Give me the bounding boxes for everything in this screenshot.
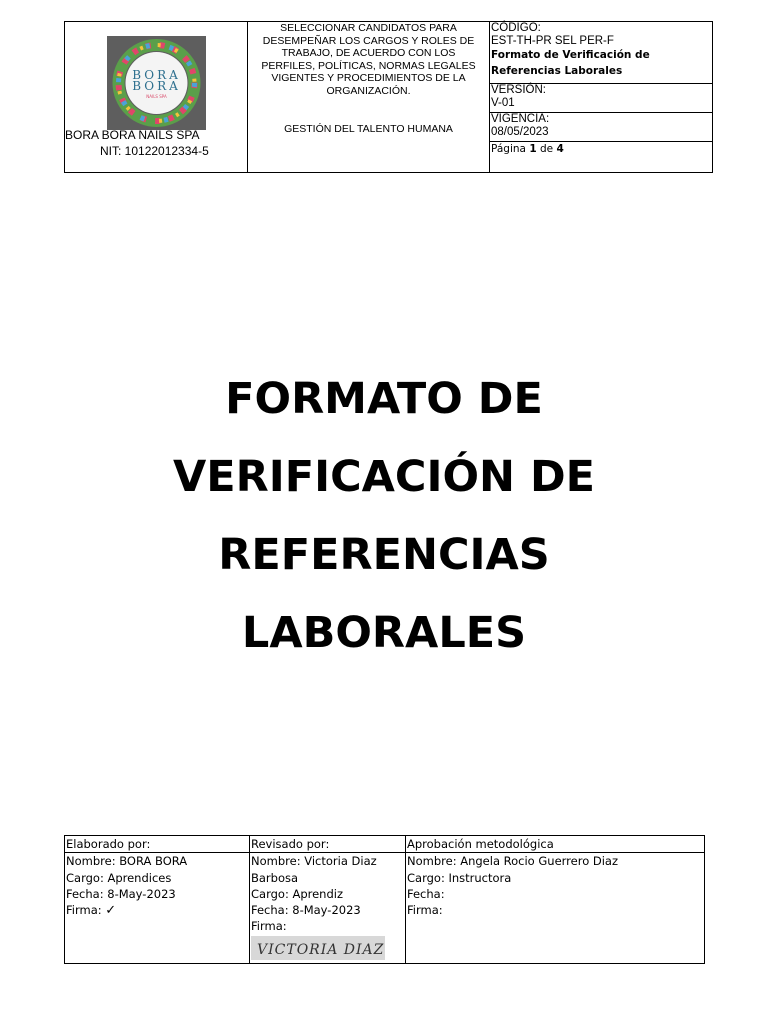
page-total: 4 [556,143,564,155]
code-description: Formato de Verificación de Referencias Laborales [491,49,650,77]
revisado-firma-label: Firma: [251,919,287,934]
revisado-cargo: Cargo: Aprendiz [251,886,344,901]
page-of: de [539,143,554,155]
header-elaborado: Elaborado por: [65,836,250,853]
title-line: FORMATO DE [225,374,543,424]
signature-image [251,936,385,960]
vigencia-value: 08/05/2023 [491,126,549,138]
revisado-cell [250,853,406,964]
revisado-fecha: Fecha: 8-May-2023 [251,903,361,918]
revisado-nombre: Nombre: Victoria Diaz [251,854,377,869]
signature-body-row [65,853,705,964]
document-header [64,21,713,173]
company-nit: NIT: 10122012334-5 [100,144,209,158]
elaborado-cargo: Cargo: Aprendices [66,870,172,885]
aprobacion-cargo: Cargo: Instructora [407,870,512,885]
process-description [248,22,489,97]
signature-table [64,835,705,964]
vigencia-label: VIGENCIA: [491,113,550,125]
version-value: V-01 [491,97,515,109]
aprobacion-firma: Firma: [407,903,443,918]
header-aprobacion: Aprobación metodológica [406,836,705,853]
aprobacion-nombre: Nombre: Angela Rocio Guerrero Diaz [407,854,619,869]
process-line: SELECCIONAR CANDIDATOS PARA [280,22,457,34]
version-cell [490,84,712,113]
company-logo [107,36,206,130]
process-line: PERFILES, POLÍTICAS, NORMAS LEGALES [261,59,476,72]
aprobacion-cell [406,853,705,964]
signature-text: VICTORIA DIAZ [257,941,385,958]
page-number-cell [490,142,712,172]
version-label: VERSIÓN: [491,84,546,96]
area-name: GESTIÓN DEL TALENTO HUMANA [284,123,453,135]
code-value: EST-TH-PR SEL PER-F [491,35,614,47]
logo-text-mid: BORA [132,79,181,93]
header-process-cell [248,22,490,172]
elaborado-fecha: Fecha: 8-May-2023 [66,886,176,901]
title-line: VERIFICACIÓN DE [172,452,596,502]
company-name: BORA BORA NAILS SPA [65,128,200,142]
elaborado-firma [66,902,248,919]
vigencia-cell [490,113,712,142]
code-cell [490,22,712,84]
signature-header-row [65,836,705,853]
header-metadata-cell [490,22,712,172]
process-line: VIGENTES Y PROCEDIMIENTOS DE LA [271,72,466,84]
logo-text-top: BORA [132,68,181,82]
document-title [84,360,684,672]
page-current: 1 [529,143,537,155]
process-line: TRABAJO, DE ACUERDO CON LOS [281,47,456,59]
title-line: REFERENCIAS [218,530,550,580]
logo-text-sub: NAILS SPA [146,94,167,99]
process-line: ORGANIZACIÓN. [326,84,411,97]
header-revisado: Revisado por: [250,836,406,853]
aprobacion-fecha: Fecha: [407,886,445,901]
elaborado-firma-label: Firma: [66,903,102,918]
revisado-nombre-cont: Barbosa [251,870,299,885]
title-line: LABORALES [241,608,527,658]
elaborado-cell [65,853,250,964]
header-company-cell [65,22,248,172]
process-line: DESEMPEÑAR LOS CARGOS Y ROLES DE [262,34,475,47]
code-label: CÓDIGO: [491,22,541,34]
page-word: Página [491,143,526,155]
elaborado-nombre: Nombre: BORA BORA [66,854,188,869]
checkmark-icon: ✓ [105,903,117,919]
